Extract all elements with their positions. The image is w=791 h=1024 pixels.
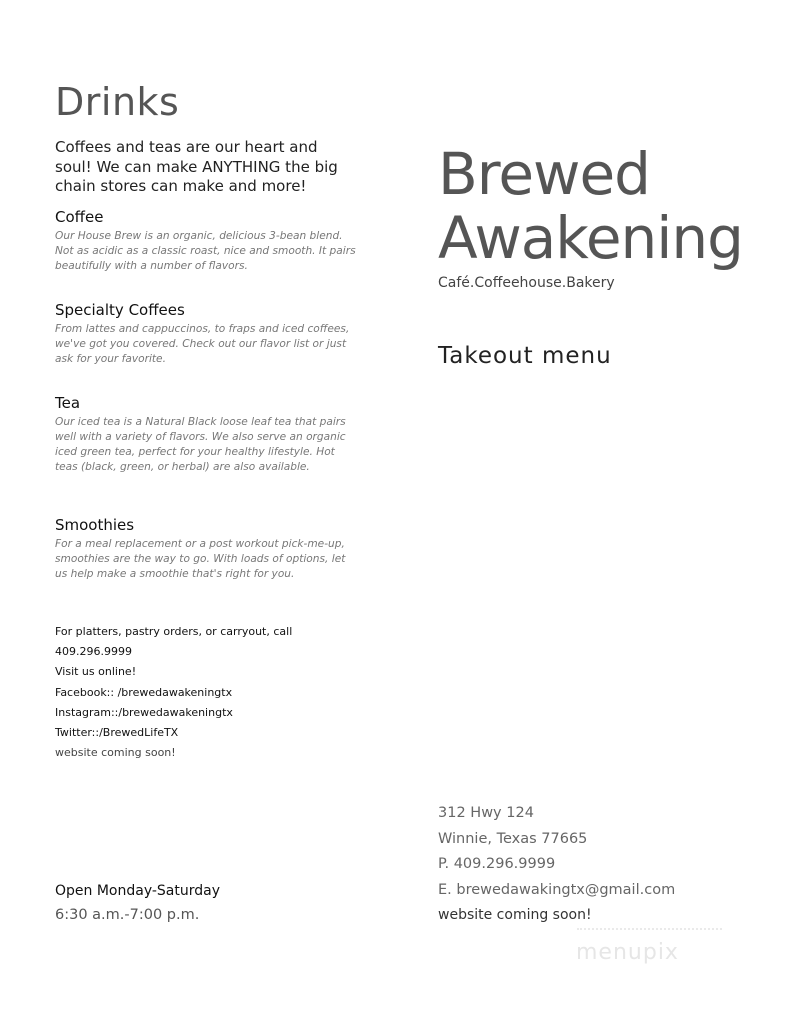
orders-line: For platters, pastry orders, or carryout, call bbox=[55, 625, 293, 638]
section-description: For a meal replacement or a post workout pick-me-up, smoothies are the way to go. With loads of options, let us help make a smoothie that's right for you. bbox=[55, 538, 346, 580]
facebook-handle: Facebook:: /brewedawakeningtx bbox=[55, 685, 233, 699]
twitter-handle: Twitter::/BrewedLifeTX bbox=[55, 726, 179, 740]
section-title: Specialty Coffees bbox=[55, 301, 185, 319]
section-description: From lattes and cappuccinos, to fraps and iced coffees, we've got you covered. Check out our flavor list or just ask for your favorite. bbox=[55, 323, 350, 365]
address-street: 312 Hwy 124 bbox=[438, 805, 534, 821]
menu-section-smoothies bbox=[55, 516, 360, 582]
brand-name-line1: Brewed bbox=[438, 140, 650, 208]
drinks-heading: Drinks bbox=[55, 80, 180, 124]
website-note: website coming soon! bbox=[55, 746, 176, 760]
visit-online: Visit us online! bbox=[55, 665, 137, 679]
opening-hours bbox=[55, 879, 220, 927]
section-title: Smoothies bbox=[55, 516, 135, 534]
contact-phone: 409.296.9999 bbox=[55, 645, 132, 659]
address-city: Winnie, Texas 77665 bbox=[438, 830, 588, 847]
address-website-note: website coming soon! bbox=[438, 907, 592, 923]
address-block bbox=[438, 801, 675, 929]
menu-title: Takeout menu bbox=[438, 343, 612, 369]
hours-times: 6:30 a.m.-7:00 p.m. bbox=[55, 907, 200, 923]
contact-info bbox=[55, 622, 355, 763]
section-title: Coffee bbox=[55, 208, 104, 226]
brand-name-line2: Awakening bbox=[438, 204, 743, 272]
section-title: Tea bbox=[55, 394, 81, 412]
menu-section-coffee bbox=[55, 208, 360, 274]
instagram-handle: Instagram::/brewedawakeningtx bbox=[55, 705, 233, 719]
watermark-logo: menupix bbox=[576, 940, 679, 965]
watermark-dots bbox=[577, 928, 722, 936]
brand-name bbox=[438, 142, 743, 270]
menu-section-tea bbox=[55, 394, 360, 475]
address-phone: P. 409.296.9999 bbox=[438, 856, 556, 872]
address-email: E. brewedawakingtx@gmail.com bbox=[438, 881, 676, 898]
section-description: Our iced tea is a Natural Black loose leaf tea that pairs well with a variety of flavors. We also serve an organic iced green tea, perfect for your healthy lifestyle. Hot teas (black, green, or herbal) are also available. bbox=[55, 416, 346, 473]
menu-section-specialty-coffees bbox=[55, 301, 360, 367]
section-description: Our House Brew is an organic, delicious 3-bean blend. Not as acidic as a classic roast, nice and smooth. It pairs beautifully with a number of flavors. bbox=[55, 230, 356, 272]
drinks-intro: Coffees and teas are our heart and soul! We can make ANYTHING the big chain stores can make and more! bbox=[55, 138, 338, 195]
hours-days: Open Monday-Saturday bbox=[55, 883, 221, 899]
brand-tagline: Café.Coffeehouse.Bakery bbox=[438, 275, 615, 291]
